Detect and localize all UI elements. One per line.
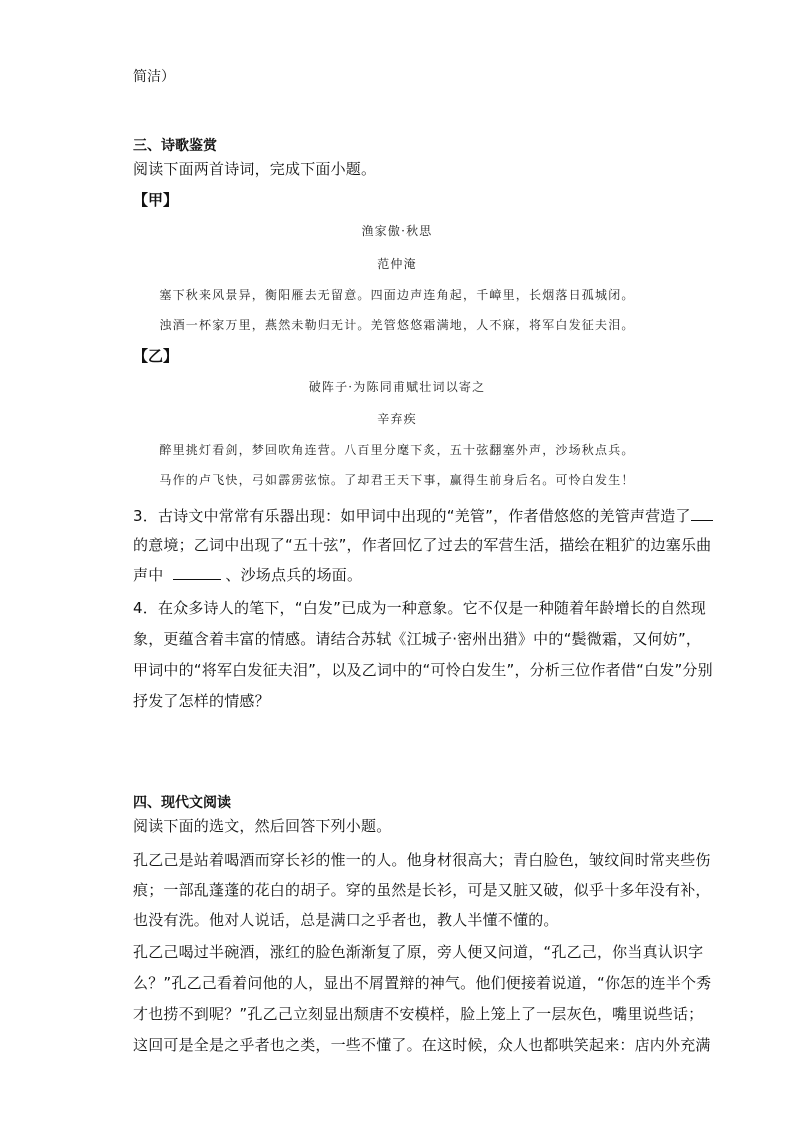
top-fragment: 简洁）	[133, 69, 175, 85]
section4-heading: 四、现代文阅读	[133, 795, 231, 811]
poem-b-marker: 【乙】	[133, 347, 179, 365]
poem-a-author: 范仲淹	[377, 257, 417, 271]
q3-line-1-text: 3．古诗文中常常有乐器出现：如甲词中出现的“羌管”，作者借悠悠的羌管声营造了	[133, 507, 691, 525]
q3-line-3-end: 、沙场点兵的场面。	[225, 566, 363, 584]
q3-blank-2	[173, 565, 221, 580]
poem-b-title: 破阵子·为陈同甫赋壮词以寄之	[308, 380, 486, 394]
p2-line-1: 孔乙己喝过半碗酒，涨红的脸色渐渐复了原，旁人便又问道，“孔乙己，你当真认识字	[133, 943, 704, 961]
q4-line-1: 4．在众多诗人的笔下，“白发”已成为一种意象。它不仅是一种随着年龄增长的自然现	[133, 599, 706, 617]
poem-a-marker: 【甲】	[133, 191, 179, 209]
section3-instruction: 阅读下面两首诗词，完成下面小题。	[133, 160, 377, 178]
poem-a-line-1: 塞下秋来风景异，衡阳雁去无留意。四面边声连角起，千嶂里，长烟落日孤城闭。	[159, 288, 635, 302]
q4-line-4: 抒发了怎样的情感？	[133, 692, 270, 710]
p1-line-3: 也没有洗。他对人说话，总是满口之乎者也，教人半懂不懂的。	[133, 911, 559, 929]
q4-line-2: 象，更蕴含着丰富的情感。请结合苏轼《江城子·密州出猎》中的“鬓微霜，又何妨”，	[133, 630, 702, 648]
poem-b-line-2: 马作的卢飞快，弓如霹雳弦惊。了却君王天下事，赢得生前身后名。可怜白发生！	[159, 473, 635, 487]
poem-b-author: 辛弃疾	[377, 412, 417, 426]
q3-line-3-start: 声中	[133, 566, 164, 584]
section4-instruction: 阅读下面的选文，然后回答下列小题。	[133, 817, 392, 835]
q3-line-2: 的意境；乙词中出现了“五十弦”，作者回忆了过去的军营生活，描绘在粗犷的边塞乐曲	[133, 536, 712, 554]
poem-a-title: 渔家傲·秋思	[361, 224, 433, 238]
p1-line-2: 痕；一部乱蓬蓬的花白的胡子。穿的虽然是长衫，可是又脏又破，似乎十多年没有补，	[133, 881, 711, 899]
p1-line-1: 孔乙己是站着喝酒而穿长衫的惟一的人。他身材很高大；青白脸色，皱纹间时常夹些伤	[133, 851, 711, 869]
q3-line-3	[133, 564, 362, 586]
section3-heading: 三、诗歌鉴赏	[133, 138, 217, 154]
q3-blank-1	[691, 506, 713, 521]
poem-b-line-1: 醉里挑灯看剑，梦回吹角连营。八百里分麾下炙，五十弦翻塞外声，沙场秋点兵。	[159, 443, 635, 457]
p2-line-4: 这回可是全是之乎者也之类，一些不懂了。在这时候，众人也都哄笑起来：店内外充满	[133, 1036, 711, 1054]
q3-line-1	[133, 505, 713, 527]
q4-line-3: 甲词中的“将军白发征夫泪”，以及乙词中的“可怜白发生”，分析三位作者借“白发”分别	[133, 661, 713, 679]
p2-line-3: 才也捞不到呢？”孔乙己立刻显出颓唐不安模样，脸上笼上了一层灰色，嘴里说些话；	[133, 1005, 704, 1023]
p2-line-2: 么？”孔乙己看着问他的人，显出不屑置辩的神气。他们便接着说道，“你怎的连半个秀	[133, 974, 712, 992]
poem-a-line-2: 浊酒一杯家万里，燕然未勒归无计。羌管悠悠霜满地，人不寐，将军白发征夫泪。	[159, 318, 635, 332]
